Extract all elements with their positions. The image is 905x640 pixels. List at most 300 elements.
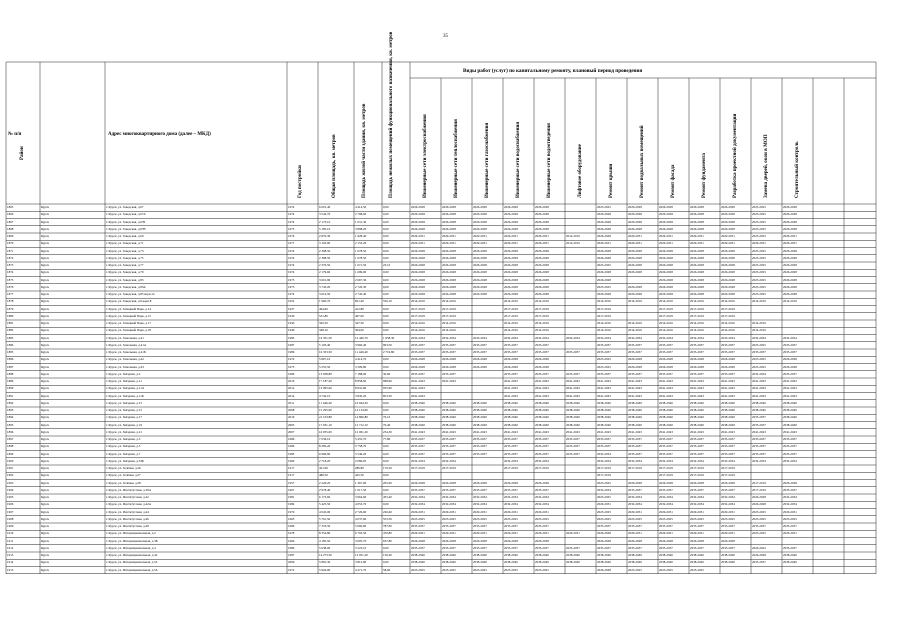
row-work-period: 2038-2040 — [783, 560, 797, 565]
row-work-period: 2026-2028 — [721, 357, 735, 362]
row-work-period: 2035-2037 — [690, 487, 704, 492]
row-number: 1873 — [7, 263, 14, 267]
row-work-period: 2017-2019 — [535, 466, 549, 470]
row-work-period: 2026-2028 — [504, 364, 518, 369]
row-work-period: 2035-2037 — [690, 451, 704, 456]
row-work-period: 2026-2028 — [659, 480, 673, 485]
row-work-period: 2038-2040 — [783, 422, 797, 427]
row-number: 1911 — [7, 538, 14, 543]
row-year: 1986 — [288, 371, 295, 376]
row-work-period: 2029-2031 — [690, 241, 704, 246]
row-work-period: 2029-2031 — [628, 531, 642, 536]
row-work-period: 2026-2028 — [690, 357, 704, 362]
row-work-period: 2026-2028 — [504, 255, 518, 260]
row-district: Курск — [41, 531, 50, 536]
row-address: г. Курск, ул. Интернациональная, д.3Б — [106, 538, 158, 543]
row-nonliving-area: 0,00 — [383, 234, 389, 238]
row-work-period: 2038-2040 — [442, 415, 456, 420]
row-work-period: 2029-2031 — [659, 241, 673, 246]
row-work-period: 2035-2037 — [752, 422, 766, 427]
row-work-period: 2035-2037 — [504, 350, 518, 354]
row-work-period: 2014-2016 — [721, 299, 735, 304]
row-work-period: 2026-2028 — [473, 270, 487, 275]
row-work-period: 2032-2034 — [659, 502, 673, 507]
row-work-period: 2026-2028 — [628, 364, 642, 369]
row-year: 1987 — [288, 553, 295, 557]
row-work-period: 2032-2034 — [783, 502, 797, 507]
row-work-period: 2029-2031 — [566, 531, 580, 536]
row-address: г. Курск, ул. Запольная, д.42 — [106, 357, 144, 362]
row-year: 1967 — [288, 487, 295, 492]
row-work-period: 2014-2016 — [442, 321, 456, 325]
row-nonliving-area: 0,00 — [383, 364, 389, 369]
row-year: 1978 — [288, 531, 295, 536]
row-work-period: 2035-2037 — [597, 437, 611, 441]
row-work-period: 2026-2028 — [690, 277, 704, 282]
row-living-area: 5 060,90 — [355, 524, 367, 528]
row-work-period: 2038-2040 — [721, 400, 735, 405]
row-work-period: 2032-2034 — [411, 495, 425, 499]
row-district: Курск — [41, 415, 50, 420]
row-district: Курск — [41, 350, 50, 354]
row-work-period: 2026-2028 — [783, 226, 797, 231]
row-work-period: 2026-2028 — [411, 263, 425, 267]
row-district: Курск — [41, 567, 50, 572]
row-work-period: 2038-2040 — [659, 408, 673, 412]
row-nonliving-area: 76,10 — [383, 415, 391, 420]
row-work-period: 2035-2037 — [473, 487, 487, 492]
row-work-period: 2032-2034 — [442, 458, 456, 463]
row-work-period: 2035-2037 — [566, 451, 580, 456]
row-district: Курск — [41, 545, 50, 550]
row-work-period: 2026-2028 — [721, 205, 735, 209]
row-work-period: 2035-2037 — [411, 524, 425, 528]
row-total-area: 5 867,10 — [319, 357, 331, 362]
row-work-period: 2023-2025 — [597, 495, 611, 499]
row-nonliving-area: 58,60 — [383, 567, 391, 572]
row-work-period: 2035-2037 — [442, 437, 456, 441]
row-year: 1975 — [288, 364, 295, 369]
row-work-period: 2026-2028 — [504, 284, 518, 289]
row-work-period: 2041-2043 — [411, 379, 425, 383]
row-year: 1987 — [288, 342, 295, 347]
row-district: Курск — [41, 321, 50, 325]
row-work-period: 2026-2028 — [690, 226, 704, 231]
row-work-period: 2032-2034 — [628, 495, 642, 499]
row-work-period: 2026-2028 — [659, 219, 673, 224]
row-total-area: 3 616,50 — [319, 292, 331, 296]
row-work-period: 2026-2028 — [442, 255, 456, 260]
row-work-period: 2041-2043 — [659, 386, 673, 391]
row-work-period: 2038-2040 — [659, 415, 673, 420]
row-work-period: 2023-2025 — [535, 516, 549, 521]
row-district: Курск — [41, 458, 50, 463]
row-work-period: 2035-2037 — [535, 524, 549, 528]
row-work-period: 2026-2028 — [504, 538, 518, 543]
row-work-period: 2038-2040 — [473, 415, 487, 420]
row-work-period: 2026-2028 — [783, 480, 797, 485]
row-work-period: 2023-2025 — [752, 531, 766, 536]
row-work-period: 2035-2037 — [411, 342, 425, 347]
row-work-period: 2023-2025 — [597, 509, 611, 514]
row-work-period: 2026-2028 — [690, 255, 704, 260]
row-living-area: 3 845,20 — [355, 393, 367, 398]
row-work-period: 2026-2028 — [535, 284, 549, 289]
row-nonliving-area: 0,00 — [383, 205, 389, 209]
row-district: Курск — [41, 422, 50, 427]
row-work-period: 2029-2031 — [783, 234, 797, 238]
row-nonliving-area: 0,00 — [383, 545, 389, 550]
row-year: 1927 — [288, 306, 295, 311]
row-work-period: 2032-2034 — [659, 458, 673, 463]
row-work-period: 2035-2037 — [504, 437, 518, 441]
row-work-period: 2023-2025 — [690, 567, 704, 572]
row-work-period: 2026-2028 — [783, 219, 797, 224]
row-work-period: 2035-2037 — [597, 350, 611, 354]
row-work-period: 2023-2025 — [752, 226, 766, 231]
row-work-period: 2041-2043 — [659, 379, 673, 383]
row-work-period: 2038-2040 — [659, 560, 673, 565]
row-total-area: 4 742,10 — [319, 393, 331, 398]
row-work-period: 2038-2040 — [690, 400, 704, 405]
row-year: 2005 — [288, 422, 295, 427]
row-work-period: 2032-2034 — [659, 335, 673, 340]
row-work-period: 2038-2040 — [442, 400, 456, 405]
row-work-period: 2041-2043 — [535, 379, 549, 383]
row-total-area: 531,80 — [319, 313, 328, 318]
row-work-period: 2029-2031 — [690, 509, 704, 514]
row-work-period: 2041-2043 — [783, 393, 797, 398]
row-work-period: 2026-2028 — [659, 226, 673, 231]
row-work-period: 2041-2043 — [752, 429, 766, 434]
header-work-11: Замена дверей, окон в МОП — [763, 134, 769, 198]
row-work-period: 2032-2034 — [535, 502, 549, 507]
row-district: Курск — [41, 219, 50, 224]
row-work-period: 2032-2034 — [690, 335, 704, 340]
row-work-period: 2035-2037 — [783, 437, 797, 441]
row-work-period: 2029-2031 — [411, 234, 425, 238]
row-work-period: 2035-2037 — [566, 437, 580, 441]
row-work-period: 2035-2037 — [628, 444, 642, 449]
row-nonliving-area: 0,00 — [383, 444, 389, 449]
row-work-period: 2035-2037 — [442, 350, 456, 354]
row-work-period: 2026-2028 — [721, 212, 735, 217]
row-work-period: 2026-2028 — [659, 357, 673, 362]
row-district: Курск — [41, 270, 50, 275]
row-nonliving-area: 220,40 — [383, 509, 392, 514]
row-work-period: 2035-2037 — [504, 487, 518, 492]
row-address: г. Курск, ул. Заводская, д.79 — [106, 270, 144, 275]
row-number: 1913 — [7, 553, 14, 557]
row-living-area: 3 964,60 — [355, 495, 367, 499]
row-work-period: 2026-2028 — [535, 270, 549, 275]
row-work-period: 2035-2037 — [628, 350, 642, 354]
row-work-period: 2038-2040 — [535, 415, 549, 420]
row-work-period: 2014-2016 — [690, 328, 704, 333]
row-work-period: 2032-2034 — [783, 458, 797, 463]
row-number: 1897 — [7, 437, 14, 441]
header-district: Район — [20, 146, 25, 160]
row-work-period: 2038-2040 — [628, 408, 642, 412]
row-work-period: 2035-2037 — [628, 371, 642, 376]
row-work-period: 2029-2031 — [411, 241, 425, 246]
row-nonliving-area: 77,80 — [383, 437, 391, 441]
row-work-period: 2038-2040 — [721, 553, 735, 557]
row-district: Курск — [41, 509, 50, 514]
row-total-area: 345,50 — [319, 321, 328, 325]
row-work-period: 2035-2037 — [721, 487, 735, 492]
row-work-period: 2035-2037 — [411, 371, 425, 376]
row-work-period: 2020-2022 — [752, 545, 766, 550]
row-address: г. Курск, ул. Звёздная, д.15 — [106, 408, 142, 412]
row-address: г. Курск, ул. Заводская, д.67В — [106, 226, 146, 231]
row-work-period: 2032-2034 — [690, 502, 704, 507]
row-year: 1986 — [288, 444, 295, 449]
row-living-area: 1 699,00 — [355, 270, 367, 275]
row-address: г. Курск, ул. Интернациональная, д.56 — [106, 567, 158, 572]
row-total-area: 16 351,50 — [319, 335, 332, 340]
row-work-period: 2026-2028 — [535, 538, 549, 543]
row-work-period: 2014-2016 — [721, 321, 735, 325]
row-work-period: 2035-2037 — [535, 342, 549, 347]
row-work-period: 2038-2040 — [597, 553, 611, 557]
row-work-period: 2035-2037 — [752, 415, 766, 420]
row-work-period: 2014-2016 — [721, 328, 735, 333]
header-year: Год постройки — [298, 165, 303, 198]
row-work-period: 2035-2037 — [504, 444, 518, 449]
row-work-period: 2032-2034 — [628, 458, 642, 463]
row-nonliving-area: 0,00 — [383, 248, 389, 253]
row-work-period: 2038-2040 — [721, 560, 735, 565]
row-work-period: 2026-2028 — [721, 270, 735, 275]
row-work-period: 2017-2019 — [411, 466, 425, 470]
row-work-period: 2023-2025 — [752, 357, 766, 362]
row-work-period: 2026-2028 — [597, 567, 611, 572]
row-work-period: 2026-2028 — [752, 495, 766, 499]
row-district: Курск — [41, 437, 50, 441]
row-work-period: 2026-2028 — [597, 531, 611, 536]
row-number: 1874 — [7, 270, 14, 275]
row-work-period: 2035-2037 — [442, 524, 456, 528]
row-district: Курск — [41, 386, 50, 391]
row-work-period: 2017-2019 — [411, 306, 425, 311]
row-year: 1975 — [288, 277, 295, 282]
row-living-area: 5 758,70 — [355, 444, 367, 449]
row-number: 1881 — [7, 321, 14, 325]
row-work-period: 2035-2037 — [721, 342, 735, 347]
row-work-period: 2038-2040 — [411, 415, 425, 420]
row-work-period: 2035-2037 — [566, 545, 580, 550]
row-year: 1974 — [288, 248, 295, 253]
row-work-period: 2029-2031 — [752, 241, 766, 246]
row-year: 1974 — [288, 205, 295, 209]
row-work-period: 2026-2028 — [783, 357, 797, 362]
row-work-period: 2026-2028 — [628, 219, 642, 224]
row-number: 1903 — [7, 480, 14, 485]
row-nonliving-area: 0,00 — [383, 473, 389, 478]
row-work-period: 2026-2028 — [504, 248, 518, 253]
row-nonliving-area: 0,00 — [383, 357, 389, 362]
row-work-period: 2032-2034 — [504, 502, 518, 507]
row-work-period: 2041-2043 — [690, 386, 704, 391]
row-work-period: 2026-2028 — [690, 284, 704, 289]
row-year: 1974 — [288, 357, 295, 362]
row-address: г. Курск, ул. Заводская, д.71 — [106, 241, 144, 246]
row-address: г. Курск, ул. Звёздная, д.21 — [106, 429, 142, 434]
row-total-area: 11 646,40 — [319, 400, 332, 405]
row-nonliving-area: 0,00 — [383, 560, 389, 565]
row-address: г. Курск, ул. Звёздная, д.11 — [106, 379, 142, 383]
row-work-period: 2023-2025 — [752, 255, 766, 260]
row-nonliving-area: 0,00 — [383, 306, 389, 311]
row-work-period: 2017-2019 — [411, 313, 425, 318]
row-work-period: 2023-2025 — [597, 284, 611, 289]
row-work-period: 2026-2028 — [411, 277, 425, 282]
row-work-period: 2041-2043 — [752, 379, 766, 383]
row-living-area: 425,50 — [355, 473, 364, 478]
row-number: 1883 — [7, 335, 14, 340]
row-address: г. Курск, ул. Институтская, д.42 — [106, 495, 149, 499]
row-work-period: 2035-2037 — [442, 371, 456, 376]
row-district: Курск — [41, 364, 50, 369]
row-total-area: 2 398,50 — [319, 255, 331, 260]
row-work-period: 2038-2040 — [659, 400, 673, 405]
row-work-period: 2026-2028 — [535, 277, 549, 282]
row-work-period: 2029-2031 — [504, 509, 518, 514]
row-work-period: 2026-2028 — [659, 255, 673, 260]
row-work-period: 2041-2043 — [504, 429, 518, 434]
row-number: 1866 — [7, 212, 14, 217]
row-district: Курск — [41, 284, 50, 289]
row-work-period: 2026-2028 — [535, 248, 549, 253]
row-total-area: 3 103,90 — [319, 241, 331, 246]
row-number: 1914 — [7, 560, 14, 565]
row-work-period: 2032-2034 — [535, 335, 549, 340]
row-work-period: 2041-2043 — [721, 386, 735, 391]
row-work-period: 2032-2034 — [752, 335, 766, 340]
row-address: г. Курск, ул. Институтская, д.48 — [106, 524, 149, 528]
row-work-period: 2038-2040 — [566, 560, 580, 565]
row-work-period: 2026-2028 — [628, 270, 642, 275]
row-district: Курск — [41, 241, 50, 246]
row-work-period: 2026-2028 — [597, 538, 611, 543]
row-number: 1888 — [7, 371, 14, 376]
row-work-period: 2023-2025 — [442, 567, 456, 572]
row-total-area: 8 354,80 — [319, 531, 331, 536]
row-work-period: 2014-2016 — [566, 241, 580, 246]
row-year: 1981 — [288, 495, 295, 499]
row-living-area: 304,00 — [355, 328, 364, 333]
row-work-period: 2026-2028 — [442, 357, 456, 362]
row-work-period: 2035-2037 — [690, 342, 704, 347]
row-work-period: 2017-2019 — [752, 487, 766, 492]
row-work-period: 2038-2040 — [628, 422, 642, 427]
row-nonliving-area: 30,60 — [383, 371, 391, 376]
row-total-area: 3 743,20 — [319, 284, 331, 289]
row-work-period: 2026-2028 — [783, 270, 797, 275]
row-work-period: 2038-2040 — [597, 400, 611, 405]
row-work-period: 2023-2025 — [752, 263, 766, 267]
row-work-period: 2026-2028 — [659, 364, 673, 369]
row-number: 1910 — [7, 531, 14, 536]
row-number: 1894 — [7, 415, 14, 420]
row-total-area: 15 295,90 — [319, 408, 332, 412]
row-work-period: 2038-2040 — [504, 422, 518, 427]
row-district: Курск — [41, 400, 50, 405]
row-work-period: 2032-2034 — [659, 495, 673, 499]
row-work-period: 2017-2019 — [628, 466, 642, 470]
row-work-period: 2026-2028 — [659, 205, 673, 209]
row-work-period: 2029-2031 — [628, 234, 642, 238]
row-work-period: 2035-2037 — [659, 342, 673, 347]
row-work-period: 2023-2025 — [597, 364, 611, 369]
row-nonliving-area: 0,00 — [383, 487, 389, 492]
row-work-period: 2029-2031 — [783, 241, 797, 246]
row-work-period: 2038-2040 — [597, 408, 611, 412]
row-work-period: 2026-2028 — [597, 248, 611, 253]
row-work-period: 2032-2034 — [473, 502, 487, 507]
row-work-period: 2041-2043 — [752, 393, 766, 398]
row-number: 1900 — [7, 458, 14, 463]
row-work-period: 2035-2037 — [690, 437, 704, 441]
row-work-period: 2014-2016 — [535, 299, 549, 304]
row-work-period: 2032-2034 — [690, 495, 704, 499]
row-work-period: 2032-2034 — [442, 335, 456, 340]
row-number: 1892 — [7, 400, 14, 405]
header-living-area: Площадь жилой части здания, кв. метров — [362, 103, 367, 198]
row-work-period: 2023-2025 — [752, 212, 766, 217]
row-work-period: 2023-2025 — [752, 292, 766, 296]
row-work-period: 2017-2019 — [690, 313, 704, 318]
page-number: 35 — [443, 34, 448, 39]
row-work-period: 2035-2037 — [411, 350, 425, 354]
row-work-period: 2035-2037 — [752, 451, 766, 456]
row-number: 1893 — [7, 408, 14, 412]
row-work-period: 2026-2028 — [628, 357, 642, 362]
row-address: г. Курск, ул. Зелёная, д.27 — [106, 473, 141, 478]
row-nonliving-area: 998,90 — [383, 379, 392, 383]
row-work-period: 2035-2037 — [752, 444, 766, 449]
row-work-period: 2038-2040 — [411, 553, 425, 557]
row-year: 1986 — [288, 437, 295, 441]
row-work-period: 2038-2040 — [597, 415, 611, 420]
row-district: Курск — [41, 524, 50, 528]
row-work-period: 2029-2031 — [411, 531, 425, 536]
row-work-period: 2032-2034 — [535, 458, 549, 463]
row-work-period: 2026-2028 — [473, 538, 487, 543]
row-work-period: 2026-2028 — [721, 292, 735, 296]
row-address: г. Курск, ул. Институтская, д.39А — [106, 487, 152, 492]
row-work-period: 2035-2037 — [504, 451, 518, 456]
row-work-period: 2026-2028 — [442, 292, 456, 296]
row-work-period: 2026-2028 — [783, 284, 797, 289]
row-number: 1905 — [7, 495, 14, 499]
row-work-period: 2041-2043 — [411, 386, 425, 391]
row-district: Курск — [41, 371, 50, 376]
row-work-period: 2026-2028 — [690, 538, 704, 543]
row-nonliving-area: 556,10 — [383, 299, 392, 304]
row-district: Курск — [41, 553, 50, 557]
row-work-period: 2029-2031 — [721, 531, 735, 536]
row-work-period: 2026-2028 — [473, 226, 487, 231]
row-work-period: 2038-2040 — [752, 400, 766, 405]
row-work-period: 2038-2040 — [535, 408, 549, 412]
row-work-period: 2023-2025 — [752, 248, 766, 253]
row-work-period: 2023-2025 — [752, 205, 766, 209]
row-living-area: 1 678,50 — [355, 248, 367, 253]
row-year: 1975 — [288, 284, 295, 289]
row-work-period: 2035-2037 — [504, 342, 518, 347]
